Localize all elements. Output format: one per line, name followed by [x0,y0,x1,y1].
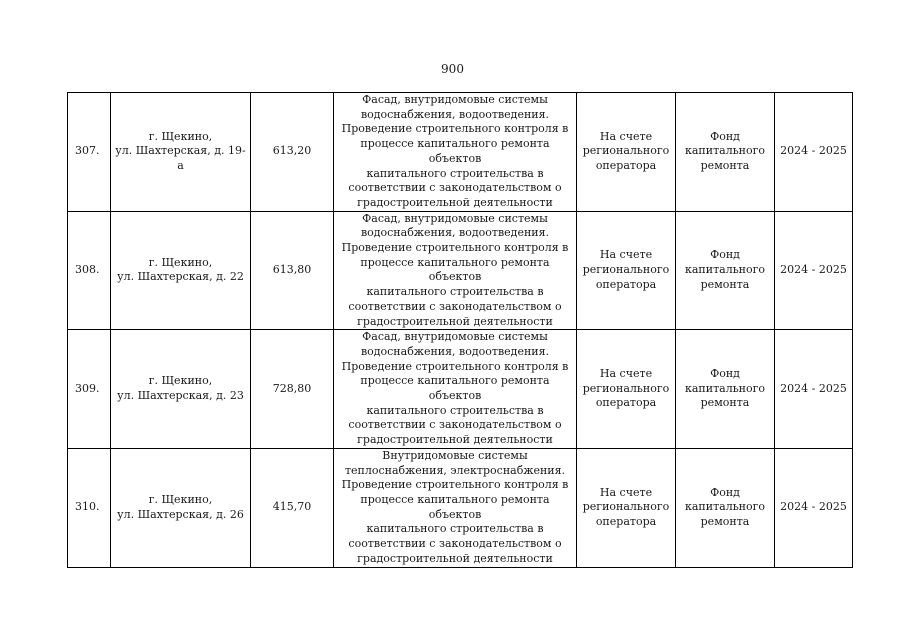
row-number-cell [68,330,111,449]
address-cell [111,330,251,449]
fund-cell [676,330,775,449]
row-number: 307. [75,144,100,158]
works-cell [334,330,577,449]
fund-text: Фонд капитального ремонта [684,248,766,291]
row-number-cell [68,93,111,212]
works-text: Внутридомовые системы теплоснабжения, электроснабжения. Проведение строительного контроля в процессе капитального ремонта объектов капитального строительства в соответствии с законодательством о градостроительной деятельности [341,448,569,565]
table-row [68,93,853,212]
period-cell [775,330,853,449]
works-text: Фасад, внутридомовые системы водоснабжения, водоотведения. Проведение строительного контроля в процессе капитального ремонта объектов капитального строительства в соответствии с законодательством о градостроительной деятельности [341,211,569,328]
area-value: 613,20 [272,144,312,158]
address-text: г. Щекино, ул. Шахтерская, д. 22 [117,255,244,284]
address-cell [111,448,251,567]
address-text: г. Щекино, ул. Шахтерская, д. 23 [117,374,244,403]
fund-cell [676,448,775,567]
account-text: На счете регионального оператора [582,248,670,291]
works-cell [334,211,577,330]
address-cell [111,211,251,330]
account-cell [577,448,676,567]
account-text: На счете регионального оператора [582,129,670,173]
period-text: 2024 - 2025 [780,263,847,277]
period-text: 2024 - 2025 [780,144,847,158]
repair-program-table [67,92,853,568]
period-cell [775,448,853,567]
account-cell [577,93,676,212]
fund-text: Фонд капитального ремонта [684,485,766,529]
works-cell [334,448,577,567]
account-cell [577,211,676,330]
account-cell [577,330,676,449]
area-value: 415,70 [272,500,312,514]
fund-cell [676,211,775,330]
works-text: Фасад, внутридомовые системы водоснабжения, водоотведения. Проведение строительного контроля в процессе капитального ремонта объектов капитального строительства в соответствии с законодательством о градостроительной деятельности [341,93,569,209]
address-text: г. Щекино, ул. Шахтерская, д. 26 [117,492,244,521]
table-row [68,448,853,567]
row-number-cell [68,448,111,567]
row-number: 308. [75,263,100,277]
fund-cell [676,93,775,212]
table-row [68,330,853,449]
works-text: Фасад, внутридомовые системы водоснабжения, водоотведения. Проведение строительного контроля в процессе капитального ремонта объектов капитального строительства в соответствии с законодательством о градостроительной деятельности [341,330,569,447]
table-row [68,211,853,330]
row-number-cell [68,211,111,330]
period-text: 2024 - 2025 [780,500,847,514]
address-cell [111,93,251,212]
row-number: 309. [75,381,100,395]
row-number: 310. [75,500,100,514]
page-number: 900 [441,62,464,76]
account-text: На счете регионального оператора [582,367,670,410]
period-cell [775,211,853,330]
area-cell [251,330,334,449]
area-value: 728,80 [272,381,312,395]
period-text: 2024 - 2025 [780,381,847,395]
area-cell [251,448,334,567]
address-text: г. Щекино, ул. Шахтерская, д. 19-а [115,129,246,173]
fund-text: Фонд капитального ремонта [684,129,766,173]
account-text: На счете регионального оператора [582,485,670,529]
area-cell [251,93,334,212]
works-cell [334,93,577,212]
period-cell [775,93,853,212]
area-value: 613,80 [272,263,312,277]
area-cell [251,211,334,330]
fund-text: Фонд капитального ремонта [684,367,766,410]
